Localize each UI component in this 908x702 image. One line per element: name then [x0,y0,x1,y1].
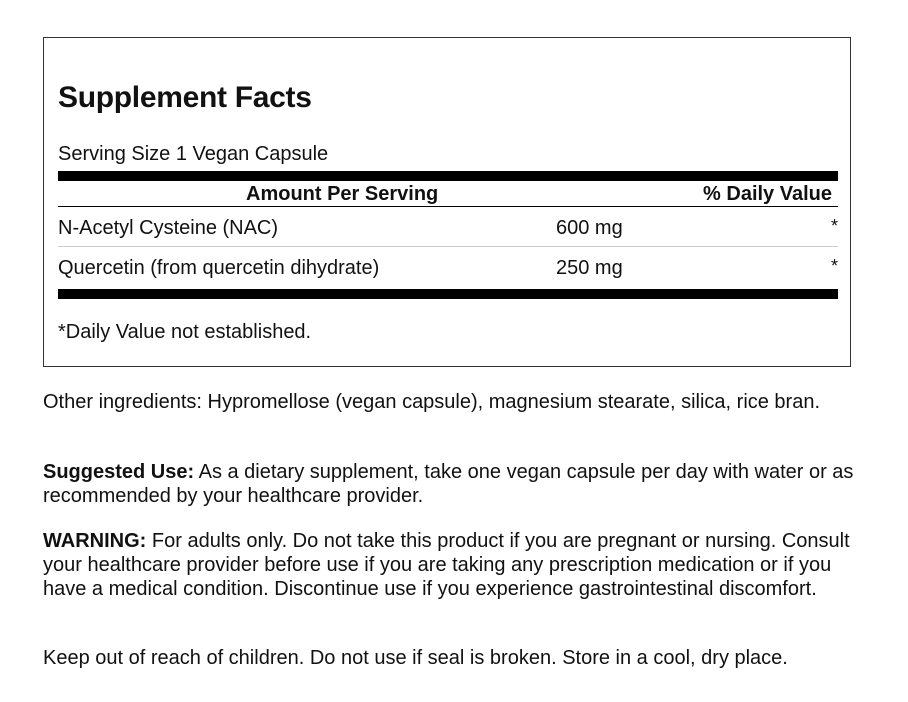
nutrient-row [58,208,838,247]
other-ingredients: Other ingredients: Hypromellose (vegan capsule), magnesium stearate, silica, rice bran. [43,391,821,413]
nutrient-row [58,248,838,286]
suggested-use-label: Suggested Use: [43,461,195,483]
divider-bar-top [58,171,838,181]
header-amount-per-serving: Amount Per Serving [246,183,439,205]
suggested-use [43,460,863,508]
suggested-use-text: As a dietary supplement, take one vegan capsule per day with water or as recommended by your healthcare provider. [43,461,854,507]
header-daily-value: % Daily Value [703,183,832,205]
warning [43,529,863,601]
facts-header-row [58,182,838,207]
warning-text: For adults only. Do not take this product if you are pregnant or nursing. Consult your healthcare provider before use if you are taking any prescription medication or if you have a medical condition. Discontinue use if you experience gastrointestinal discomfort. [43,530,850,600]
daily-value-footnote: *Daily Value not established. [58,321,312,343]
nutrient-amount: 600 mg [556,217,623,239]
nutrient-daily-value: * [830,216,838,236]
warning-label: WARNING: [43,530,147,552]
nutrient-name: Quercetin (from quercetin dihydrate) [58,257,380,279]
nutrient-daily-value: * [830,256,838,276]
nutrient-amount: 250 mg [556,257,623,279]
serving-size: Serving Size 1 Vegan Capsule [58,143,329,165]
nutrient-name: N-Acetyl Cysteine (NAC) [58,217,279,239]
storage-instructions: Keep out of reach of children. Do not use if seal is broken. Store in a cool, dry place. [43,647,788,669]
facts-title: Supplement Facts [58,81,312,114]
supplement-facts-panel [43,37,851,367]
divider-bar-bottom [58,289,838,299]
